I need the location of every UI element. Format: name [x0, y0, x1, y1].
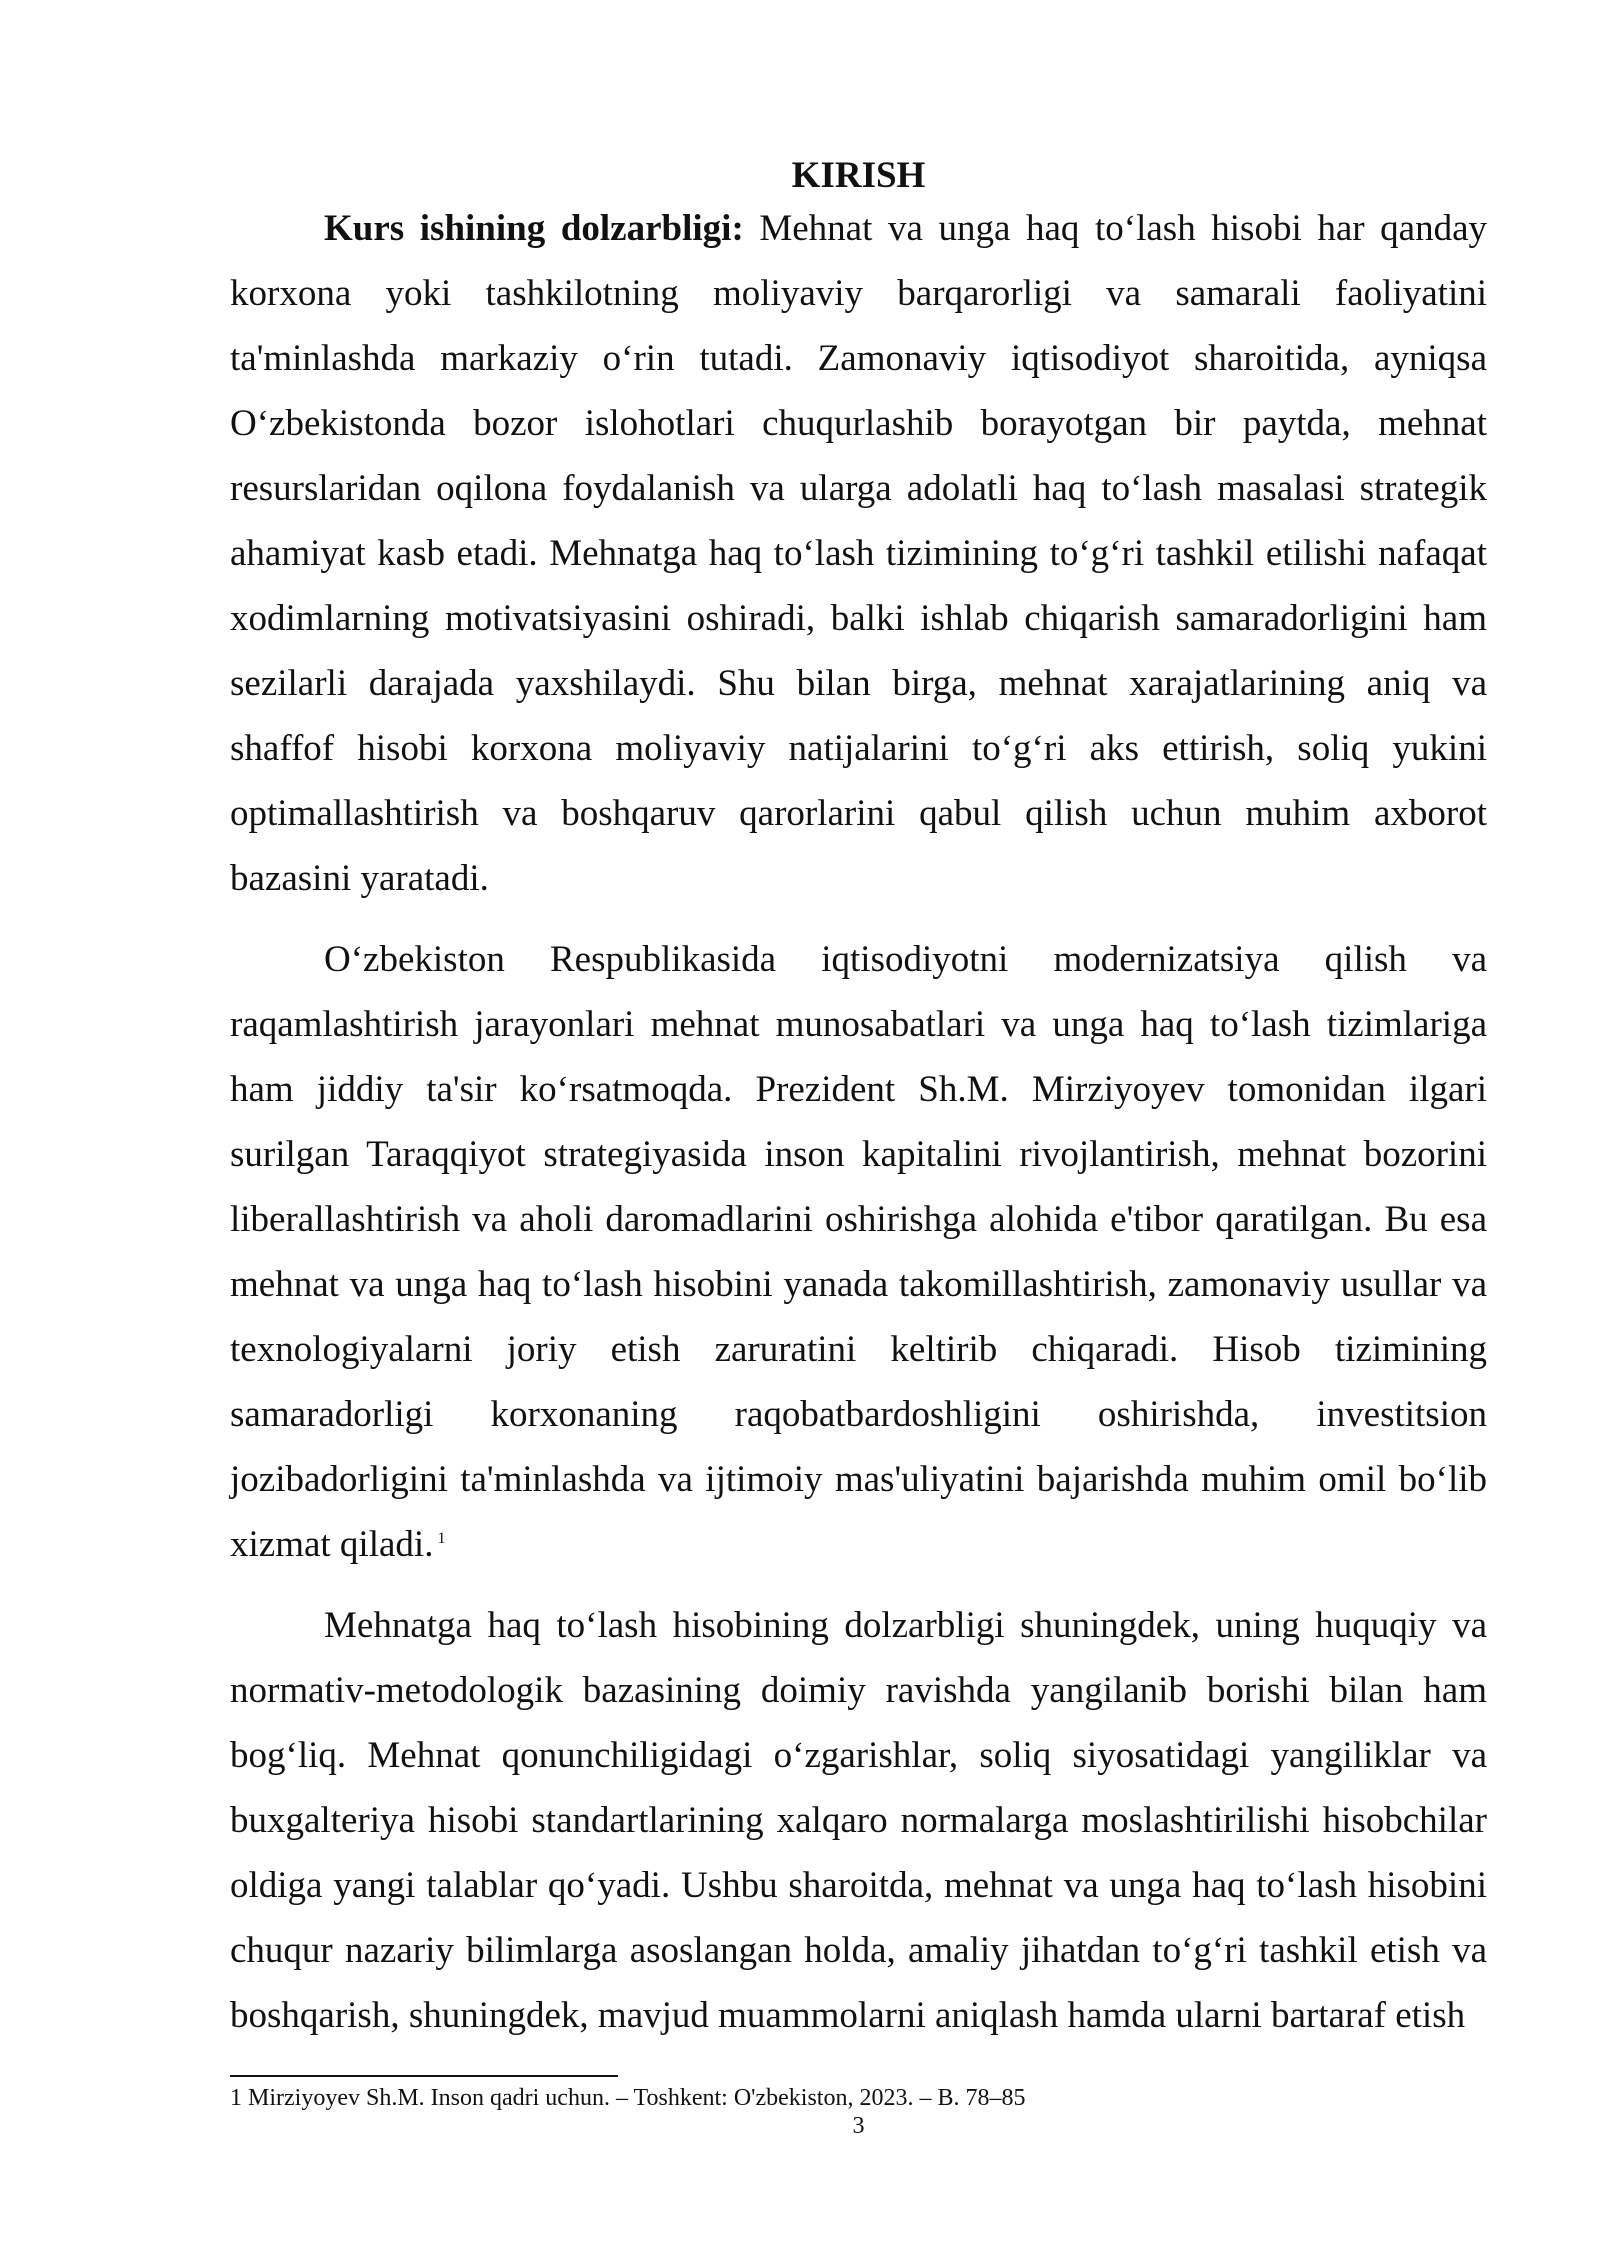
- paragraph-text: O‘zbekiston Respublikasida iqtisodiyotni modernizatsiya qilish va raqamlashtirish jarayonlari mehnat munosabatlari va unga haq to‘lash tizimlariga ham jiddiy ta'sir ko‘rsatmoqda. Prezident Sh.M. Mirziyoyev tomonidan ilgari surilgan Taraqqiyot strategiyasida inson kapitalini rivojlantirish, mehnat bozorini liberallashtirish va aholi daromadlarini oshirishga alohida e'tibor qaratilgan. Bu esa mehnat va unga haq to‘lash hisobini yanada takomillashtirish, zamonaviy usullar va texnologiyalarni joriy etish zaruratini keltirib chiqaradi. Hisob tizimining samaradorligi korxonaning raqobatbardoshligini oshirishda, investitsion jozibadorligini ta'minlashda va ijtimoiy mas'uliyatini bajarishda muhim omil bo‘lib xizmat qiladi.: [230, 939, 1487, 1565]
- paragraph-text: Mehnatga haq to‘lash hisobining dolzarbligi shuningdek, uning huquqiy va normativ-metodologik bazasining doimiy ravishda yangilanib borishi bilan ham bog‘liq. Mehnat qonunchiligidagi o‘zgarishlar, soliq siyosatidagi yangiliklar va buxgalteriya hisobi standartlarining xalqaro normalarga moslashtirilishi hisobchilar oldiga yangi talablar qo‘yadi. Ushbu sharoitda, mehnat va unga haq to‘lash hisobini chuqur nazariy bilimlarga asoslangan holda, amaliy jihatdan to‘g‘ri tashkil etish va boshqarish, shuningdek, mavjud muammolarni aniqlash hamda ularni bartaraf etish: [230, 1605, 1487, 2036]
- paragraph-lead: Kurs ishining dolzarbligi:: [324, 208, 744, 249]
- footnote-separator: [230, 2075, 618, 2077]
- paragraph-relevance: [230, 196, 1487, 911]
- footnote-reference[interactable]: 1: [437, 1529, 446, 1547]
- page-heading: KIRISH: [791, 155, 926, 196]
- paragraph-legal-basis: [230, 1593, 1487, 2048]
- page-body: [230, 150, 1487, 2048]
- paragraph-text: Mehnat va unga haq to‘lash hisobi har qanday korxona yoki tashkilotning moliyaviy barqarorligi va samarali faoliyatini ta'minlashda markaziy o‘rin tutadi. Zamonaviy iqtisodiyot sharoitida, ayniqsa O‘zbekistonda bozor islohotlari chuqurlashib borayotgan bir paytda, mehnat resurslaridan oqilona foydalanish va ularga adolatli haq to‘lash masalasi strategik ahamiyat kasb etadi. Mehnatga haq to‘lash tizimining to‘g‘ri tashkil etilishi nafaqat xodimlarning motivatsiyasini oshiradi, balki ishlab chiqarish samaradorligini ham sezilarli darajada yaxshilaydi. Shu bilan birga, mehnat xarajatlarining aniq va shaffof hisobi korxona moliyaviy natijalarini to‘g‘ri aks ettirish, soliq yukini optimallashtirish va boshqaruv qarorlarini qabul qilish uchun muhim axborot bazasini yaratadi.: [230, 208, 1487, 899]
- paragraph-modernization: [230, 927, 1487, 1577]
- page-number: 3: [852, 2113, 865, 2139]
- footnote-text: 1 Mirziyoyev Sh.M. Inson qadri uchun. – Toshkent: O'zbekiston, 2023. – B. 78–85: [230, 2085, 1026, 2111]
